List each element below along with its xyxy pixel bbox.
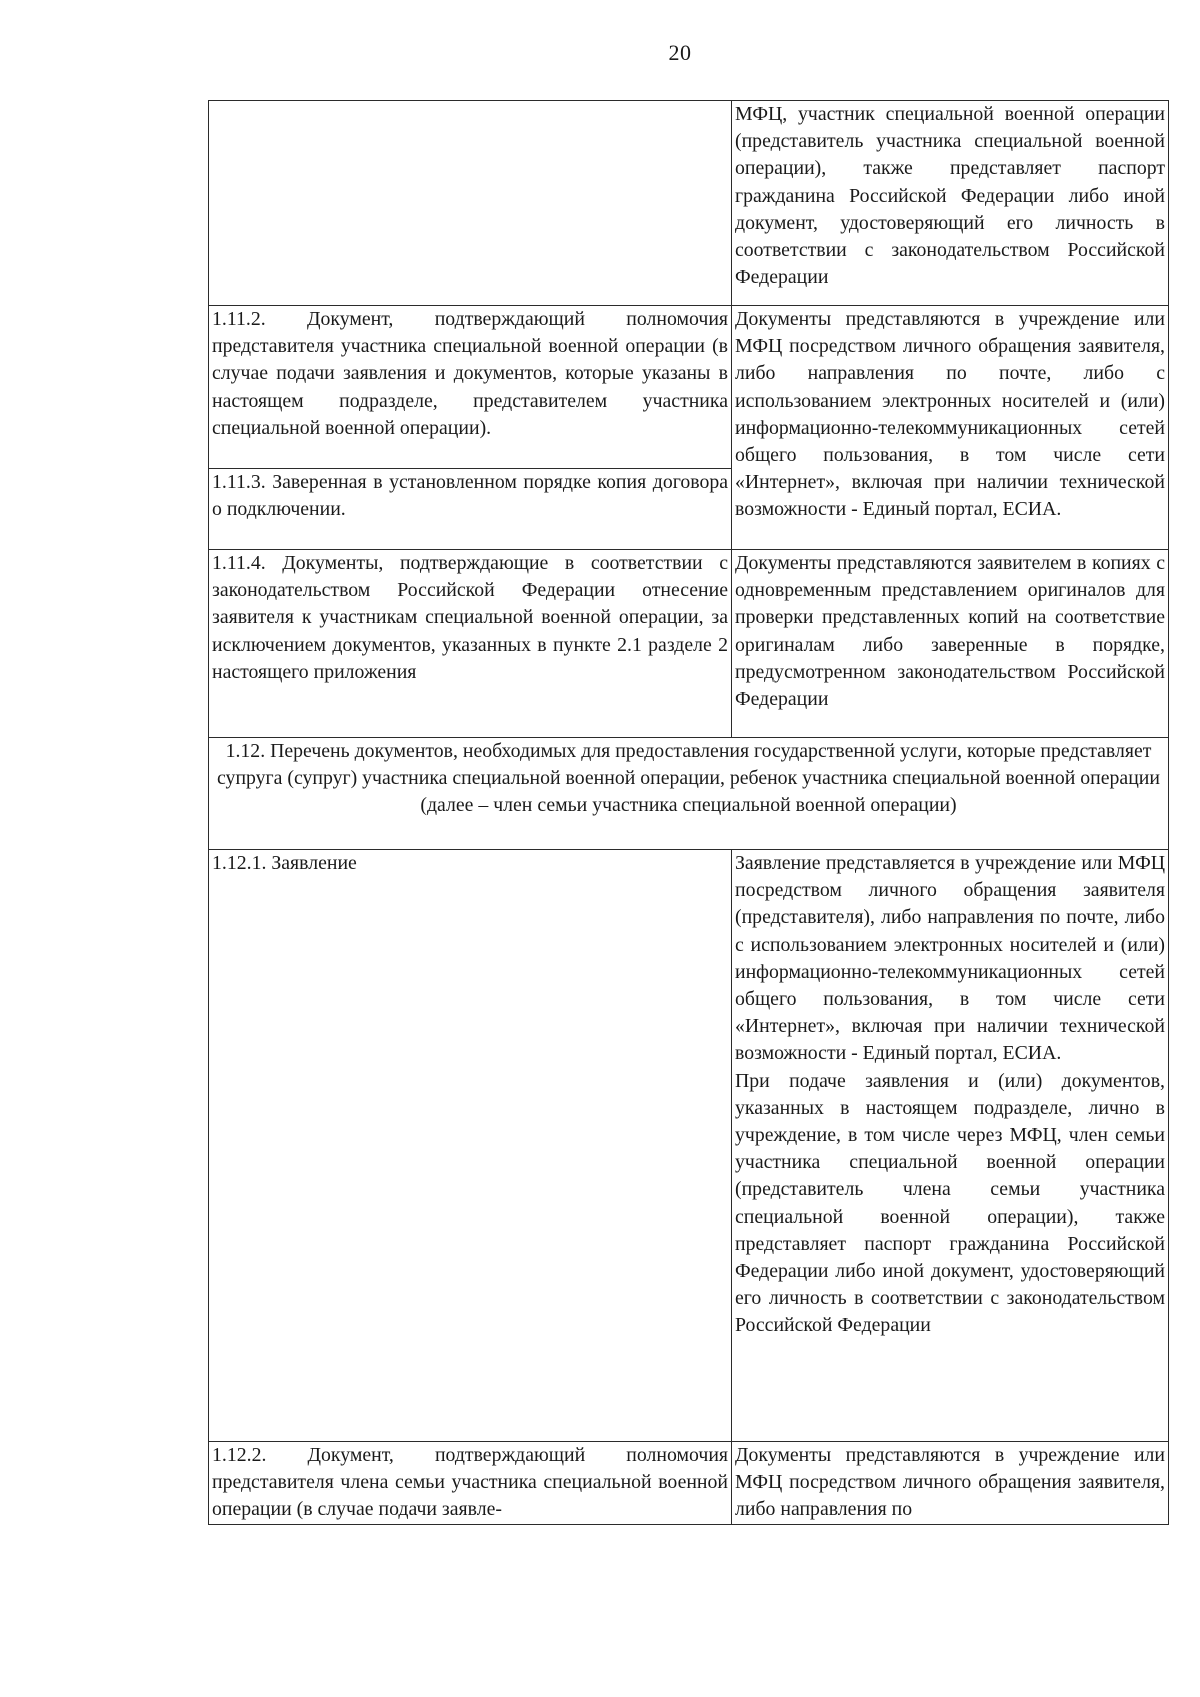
item-1-11-2: 1.11.2. Документ, подтверждающий полномочия представителя участника специальной военной операции (в случае подачи заявления и документов, которые указаны в настоящем подразделе, представителем участника специальной военной операции).: [209, 306, 731, 469]
item-1-12-1: 1.12.1. Заявление: [209, 850, 732, 1442]
paragraph: Заявление представляется в учреждение или МФЦ посредством личного обращения заявителя (представителя), либо направления по почте, либо с использованием электронных носителей и (или) информационно-телекоммуникационных сетей общего пользования, в том числе сети «Интернет», включая при наличии технической возможности - Единый портал, ЕСИА.: [735, 852, 1165, 1065]
table-cell-right: МФЦ, участник специальной военной операции (представитель участника специальной военной операции), также представляет паспорт гражданина Российской Федерации либо иной документ, удостоверяющий его личность в соответствии с законодательством Российской Федерации: [732, 101, 1169, 306]
item-1-11-3: 1.11.3. Заверенная в установленном порядке копия договора о подключении.: [212, 471, 728, 521]
table-cell-right: [732, 850, 1169, 1442]
table-cell-right: Документы представляются заявителем в копиях с одновременным представлением оригиналов для проверки представленных копий на соответствие оригиналам либо заверенные в порядке, предусмотренном законодательством Российской Федерации: [732, 550, 1169, 738]
table-row: [209, 1442, 1169, 1525]
table-cell-right: Документы представляются в учреждение или МФЦ посредством личного обращения заявителя, либо направления по: [732, 1442, 1169, 1525]
table-cell-left: [209, 306, 732, 550]
table-row: [209, 850, 1169, 1442]
page-number: 20: [668, 40, 692, 65]
paragraph: При подаче заявления и (или) документов, указанных в настоящем подразделе, лично в учреждение, в том числе через МФЦ, член семьи участника специальной военной операции (представитель члена семьи участника специальной военной операции), также представляет паспорт гражданина Российской Федерации либо иной документ, удостоверяющий его личность в соответствии с законодательством Российской Федерации: [735, 1069, 1165, 1337]
table-row: [209, 550, 1169, 738]
table-cell-left: [209, 101, 732, 306]
section-header-row: [209, 738, 1169, 850]
table-row: [209, 101, 1169, 306]
item-1-11-4: 1.11.4. Документы, подтверждающие в соответствии с законодательством Российской Федерации отнесение заявителя к участникам специальной военной операции, за исключением документов, указанных в пункте 2.1 разделе 2 настоящего приложения: [209, 550, 732, 738]
section-title: 1.12. Перечень документов, необходимых для предоставления государственной услуги, которые представляет супруга (супруг) участника специальной военной операции, ребенок участника специальной военной операции (далее – член семьи участника специальной военной операции): [209, 738, 1169, 850]
table-row: [209, 306, 1169, 550]
table-cell-right: Документы представляются в учреждение или МФЦ посредством личного обращения заявителя, либо направления по почте, либо с использованием электронных носителей и (или) информационно-телекоммуникационных сетей общего пользования, в том числе сети «Интернет», включая при наличии технической возможности - Единый портал, ЕСИА.: [732, 306, 1169, 550]
item-1-12-2: 1.12.2. Документ, подтверждающий полномочия представителя члена семьи участника специальной военной операции (в случае подачи заявле-: [209, 1442, 732, 1525]
document-table: [208, 100, 1169, 1525]
